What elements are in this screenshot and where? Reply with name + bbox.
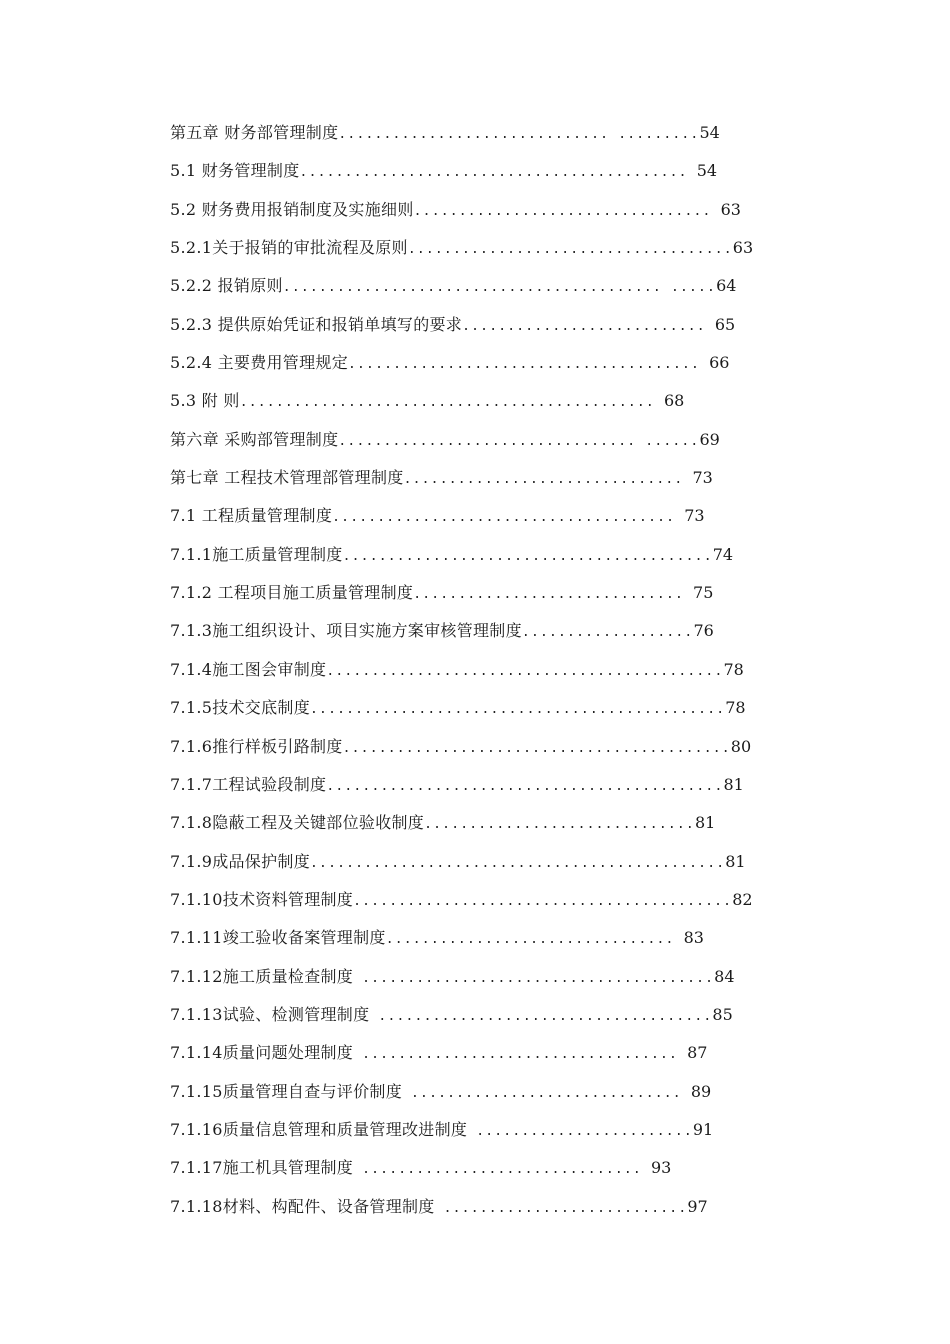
toc-leader-dots: ...................................... [332, 510, 685, 526]
toc-leader-dots: ........................................... [299, 165, 697, 181]
toc-page-number: 91 [692, 1119, 714, 1139]
toc-entry-label: 5.1 财务管理制度 [170, 161, 300, 181]
toc-leader-dots: .................................... [407, 242, 733, 258]
toc-leader-dots: ........................................... [342, 740, 731, 756]
toc-entry-label: 7.1.17施工机具管理制度 [170, 1158, 354, 1178]
toc-page-number: 54 [699, 123, 720, 142]
toc-leader-dots: .............................. [424, 817, 695, 833]
toc-entry[interactable] [170, 728, 810, 766]
toc-entry[interactable] [170, 996, 810, 1034]
toc-leader-dots: ........................... [462, 318, 715, 334]
toc-entry-label: 7.1.18材料、构配件、设备管理制度 [170, 1196, 435, 1216]
toc-entry-label: 7.1.13试验、检测管理制度 [170, 1004, 370, 1024]
toc-entry-label: 7.1.2 工程项目施工质量管理制度 [170, 583, 414, 603]
toc-leader-dots: ............................................ [326, 663, 724, 679]
toc-entry[interactable] [170, 766, 810, 804]
toc-page-number: 87 [687, 1043, 708, 1063]
toc-entry-label: 7.1.3施工组织设计、项目实施方案审核管理制度 [170, 621, 522, 641]
toc-leader-dots: ........................ [467, 1123, 693, 1139]
toc-page-number: 76 [693, 621, 714, 641]
toc-leader-dots: ............................... [403, 472, 693, 488]
toc-entry[interactable] [170, 459, 810, 497]
toc-entry-label: 7.1 工程质量管理制度 [170, 506, 333, 526]
toc-leader-dots: ................................. ...... [338, 433, 700, 449]
toc-entry-label: 7.1.8隐蔽工程及关键部位验收制度 [170, 813, 425, 833]
toc-entry[interactable] [170, 1111, 810, 1149]
toc-entry-label: 7.1.12施工质量检查制度 [170, 966, 354, 986]
toc-entry-label: 7.1.9成品保护制度 [170, 851, 311, 871]
toc-entry[interactable] [170, 919, 810, 957]
toc-entry[interactable] [170, 1149, 810, 1187]
toc-page-number: 63 [732, 238, 754, 258]
toc-entry[interactable] [170, 306, 810, 344]
toc-entry-label: 5.2 财务费用报销制度及实施细则 [170, 199, 414, 219]
toc-leader-dots: .............................................. [310, 855, 726, 871]
toc-leader-dots: ........................... [434, 1200, 688, 1216]
toc-page-number: 64 [716, 276, 737, 296]
toc-page-number: 75 [693, 583, 714, 603]
toc-page-number: 83 [683, 928, 704, 948]
toc-page-number: 81 [723, 774, 744, 794]
toc-page-number: 73 [692, 468, 713, 488]
toc-entry-label: 第六章 采购部管理制度 [170, 429, 339, 449]
toc-entry[interactable] [170, 804, 810, 842]
toc-entry[interactable] [170, 689, 810, 727]
toc-entry-label: 7.1.16质量信息管理和质量管理改进制度 [170, 1119, 468, 1139]
toc-page-number: 54 [696, 161, 718, 181]
toc-entry-label: 7.1.1施工质量管理制度 [170, 544, 343, 564]
table-of-contents [170, 114, 810, 1226]
toc-entry[interactable] [170, 651, 810, 689]
toc-leader-dots: ............................................ [326, 778, 724, 794]
toc-page-number: 82 [732, 889, 753, 909]
toc-page-number: 93 [650, 1158, 672, 1178]
toc-entry-label: 7.1.7工程试验段制度 [170, 774, 327, 794]
toc-entry[interactable] [170, 1034, 810, 1072]
toc-entry-label: 5.2.3 提供原始凭证和报销单填写的要求 [170, 314, 463, 334]
toc-page-number: 69 [699, 429, 720, 449]
toc-entry[interactable] [170, 881, 810, 919]
toc-leader-dots: .............................. [402, 1085, 691, 1101]
toc-entry[interactable] [170, 344, 810, 382]
toc-entry[interactable] [170, 114, 810, 152]
toc-entry[interactable] [170, 152, 810, 190]
toc-page-number: 68 [663, 391, 685, 411]
toc-page-number: 81 [725, 851, 746, 871]
toc-page-number: 84 [714, 966, 735, 986]
toc-entry[interactable] [170, 1188, 810, 1226]
toc-page-number: 97 [687, 1196, 708, 1216]
toc-page-number: 65 [714, 314, 736, 334]
toc-entry-label: 5.2.1关于报销的审批流程及原则 [170, 238, 408, 258]
toc-leader-dots: ..................................... [369, 1008, 713, 1024]
toc-leader-dots: ................................. [413, 203, 721, 219]
toc-page-number: 63 [720, 199, 741, 219]
toc-entry[interactable] [170, 612, 810, 650]
toc-entry[interactable] [170, 382, 810, 420]
toc-entry[interactable] [170, 1073, 810, 1111]
toc-leader-dots: ................................ [385, 932, 684, 948]
toc-entry[interactable] [170, 497, 810, 535]
toc-entry-label: 7.1.5技术交底制度 [170, 698, 311, 718]
toc-entry-label: 5.2.4 主要费用管理规定 [170, 353, 348, 373]
toc-leader-dots: ....................................... [353, 970, 715, 986]
toc-leader-dots: ............................... [353, 1162, 651, 1178]
toc-entry[interactable] [170, 574, 810, 612]
toc-page-number: 80 [730, 736, 752, 756]
toc-page-number: 74 [712, 544, 734, 564]
toc-leader-dots: ......................................... [342, 548, 713, 564]
toc-entry-label: 7.1.15质量管理自查与评价制度 [170, 1081, 402, 1101]
toc-page-number: 81 [694, 813, 716, 833]
toc-leader-dots: ....................................... [348, 357, 710, 373]
toc-entry[interactable] [170, 843, 810, 881]
toc-leader-dots: .............................. ......... [338, 127, 700, 142]
toc-page-number: 89 [690, 1081, 712, 1101]
toc-entry-label: 7.1.6推行样板引路制度 [170, 736, 343, 756]
toc-entry-label: 7.1.10技术资料管理制度 [170, 889, 354, 909]
toc-leader-dots: .......................................... [353, 893, 733, 909]
toc-leader-dots: .............................................. [310, 702, 726, 718]
toc-entry[interactable] [170, 958, 810, 996]
toc-page-number: 66 [709, 353, 730, 373]
toc-entry-label: 5.2.2 报销原则 [170, 276, 283, 296]
toc-entry-label: 5.3 附 则 [170, 391, 240, 411]
toc-page-number: 78 [723, 659, 744, 679]
toc-page-number: 78 [725, 698, 746, 718]
toc-entry-label: 第七章 工程技术管理部管理制度 [170, 468, 404, 488]
toc-entry-label: 7.1.11竣工验收备案管理制度 [170, 928, 386, 948]
toc-leader-dots: ................... [521, 625, 694, 641]
toc-page-number: 85 [712, 1004, 733, 1024]
toc-leader-dots: .............................. [413, 587, 694, 603]
toc-entry[interactable] [170, 267, 810, 305]
toc-entry-label: 7.1.14质量问题处理制度 [170, 1043, 354, 1063]
toc-entry[interactable] [170, 421, 810, 459]
toc-page-number: 73 [684, 506, 705, 526]
toc-leader-dots: ................................... [353, 1047, 688, 1063]
toc-entry-label: 7.1.4施工图会审制度 [170, 659, 327, 679]
toc-entry-label: 第五章 财务部管理制度 [170, 123, 339, 142]
toc-leader-dots: .......................................... ..... [282, 280, 717, 296]
toc-entry[interactable] [170, 536, 810, 574]
toc-entry[interactable] [170, 191, 810, 229]
toc-leader-dots: .............................................. [239, 395, 664, 411]
toc-entry[interactable] [170, 229, 810, 267]
